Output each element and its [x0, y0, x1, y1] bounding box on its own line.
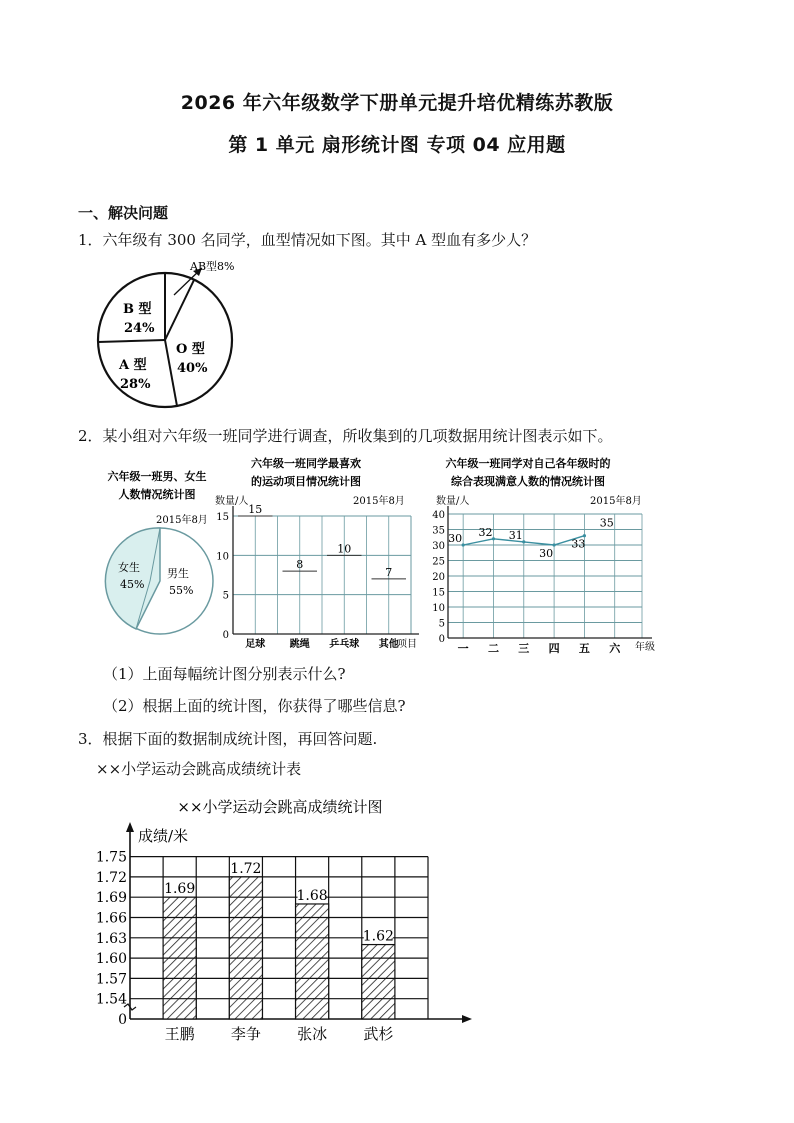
- x-tick-label: 李争: [230, 1025, 261, 1043]
- y-tick-label: 1.63: [95, 930, 127, 947]
- bar-value-label: 1.69: [164, 881, 196, 898]
- pie-label-female-pct: 45%: [120, 578, 145, 591]
- pie-divider: [98, 340, 165, 342]
- section-heading: 一、解决问题: [78, 204, 169, 222]
- bar-value-label: 15: [248, 503, 263, 516]
- pie-label-o-name: O 型: [176, 342, 205, 357]
- x-axis-arrow: [462, 1015, 472, 1023]
- pie-label-b-name: B 型: [123, 302, 152, 317]
- question-number: 2．: [78, 427, 103, 445]
- chart-title: 人数情况统计图: [118, 488, 196, 501]
- y-tick-label: 15: [432, 587, 445, 599]
- x-tick-label: 王鹏: [164, 1025, 195, 1043]
- y-tick-label: 5: [438, 618, 445, 630]
- x-tick-label: 六: [609, 642, 621, 655]
- y-tick-label: 5: [222, 590, 229, 602]
- y-axis-arrow: [126, 822, 134, 832]
- chart-date: 2015年8月: [353, 496, 405, 507]
- chart-date: 2015年8月: [156, 515, 208, 526]
- satisfaction-line-chart: [420, 452, 670, 657]
- question-3: [78, 728, 377, 749]
- question-text: 根据下面的数据制成统计图，再回答问题.: [102, 730, 378, 748]
- gender-pie-chart: [90, 455, 225, 640]
- table-title: ××小学运动会跳高成绩统计表: [96, 760, 302, 778]
- question-number: 3．: [78, 730, 103, 748]
- chart-title: 六年级一班同学对自己各年级时的: [445, 457, 611, 470]
- question-1: [78, 229, 536, 250]
- pie-label-female: 女生: [118, 561, 140, 574]
- pie-label-o-pct: 40%: [177, 361, 208, 376]
- y-tick-label: 1.66: [95, 910, 127, 927]
- chart-title: 的运动项目情况统计图: [251, 475, 361, 488]
- data-label: 33: [571, 537, 586, 551]
- y-tick-labels: [96, 850, 127, 1028]
- pie-label-male: 男生: [167, 567, 189, 580]
- bar-value-label: 1.62: [362, 928, 394, 945]
- pie-label-a-pct: 28%: [120, 377, 151, 392]
- y-tick-label: 1.60: [95, 951, 127, 968]
- sub-question-2: （2）根据上面的统计图，你获得了哪些信息?: [103, 697, 406, 715]
- y-tick-label: 1.72: [95, 869, 127, 886]
- pie-label-b-pct: 24%: [124, 321, 155, 336]
- page-title: 2026 年六年级数学下册单元提升培优精练苏教版: [180, 92, 614, 114]
- bar: [362, 945, 395, 1019]
- bars: [163, 859, 395, 1043]
- y-tick-label: 0: [222, 630, 229, 641]
- chart-title: 六年级一班同学最喜欢: [251, 457, 361, 470]
- bar-value-label: 1.72: [230, 860, 262, 877]
- high-jump-bar-chart: [90, 790, 480, 1055]
- y-tick-label: 1.57: [95, 971, 127, 988]
- y-tick-label: 1.54: [95, 991, 127, 1008]
- bar-value-label: 10: [337, 542, 352, 556]
- chart-title: ××小学运动会跳高成绩统计图: [177, 798, 383, 816]
- x-tick-label: 三: [518, 642, 530, 655]
- data-label: 35: [599, 516, 614, 530]
- y-axis-label: 数量/人: [215, 496, 249, 507]
- bar-value-label: 1.68: [296, 887, 328, 904]
- y-tick-label: 1.69: [95, 890, 127, 907]
- x-tick-label: 其他: [378, 639, 399, 650]
- question-2: [78, 425, 613, 446]
- x-tick-label: 四: [548, 642, 560, 655]
- y-tick-label: 1.75: [95, 849, 127, 866]
- chart-date: 2015年8月: [590, 496, 642, 507]
- y-tick-label: 10: [216, 551, 229, 563]
- y-tick-label: 20: [432, 572, 445, 583]
- x-tick-label: 五: [578, 642, 590, 655]
- y-axis-label: 成绩/米: [138, 827, 189, 845]
- y-tick-label: 40: [432, 510, 445, 521]
- x-tick-label: 武杉: [363, 1025, 394, 1043]
- page-subtitle: 第 1 单元 扇形统计图 专项 04 应用题: [228, 134, 566, 156]
- bar: [296, 904, 329, 1019]
- y-tick-labels: [216, 512, 229, 641]
- y-tick-label: 25: [432, 556, 445, 568]
- y-tick-label: 35: [432, 525, 445, 537]
- x-tick-label: 乒乓球: [329, 639, 360, 650]
- data-label: 30: [539, 547, 554, 560]
- data-label: 31: [508, 528, 523, 542]
- chart-title: 综合表现满意人数的情况统计图: [451, 475, 605, 488]
- question-text: 六年级有 300 名同学，血型情况如下图。其中 A 型血有多少人？: [102, 231, 537, 249]
- sport-bar-chart: [213, 452, 428, 652]
- data-label: 30: [448, 532, 463, 545]
- line-series: [448, 517, 621, 656]
- bar-value-label: 7: [385, 565, 393, 579]
- question-number: 1．: [78, 231, 103, 249]
- x-tick-label: 一: [457, 642, 469, 655]
- bar-value-label: 8: [296, 558, 304, 572]
- pie-label-ab: AB型8%: [190, 260, 235, 273]
- y-tick-label: 0: [118, 1012, 127, 1028]
- data-label: 32: [478, 525, 493, 539]
- pie-label-male-pct: 55%: [169, 584, 194, 597]
- x-axis-label: 项目: [397, 639, 417, 650]
- x-tick-label: 跳绳: [289, 639, 310, 650]
- question-text: 某小组对六年级一班同学进行调查，所收集到的几项数据用统计图表示如下。: [102, 427, 613, 445]
- sub-question-1: （1）上面每幅统计图分别表示什么?: [103, 665, 346, 683]
- y-tick-label: 0: [438, 634, 445, 645]
- chart-title: 六年级一班男、女生: [107, 470, 207, 483]
- y-tick-label: 30: [432, 541, 445, 552]
- pie-label-a-name: A 型: [119, 358, 147, 373]
- x-tick-label: 张冰: [297, 1025, 328, 1043]
- x-tick-label: 足球: [245, 639, 266, 650]
- y-tick-label: 15: [216, 512, 229, 523]
- x-axis-label: 年级: [635, 642, 655, 653]
- x-tick-label: 二: [487, 642, 499, 655]
- y-tick-label: 10: [432, 603, 445, 614]
- y-tick-labels: [432, 510, 445, 645]
- bar: [229, 877, 262, 1019]
- y-axis-label: 数量/人: [436, 496, 470, 507]
- blood-type-pie-chart: [90, 255, 260, 420]
